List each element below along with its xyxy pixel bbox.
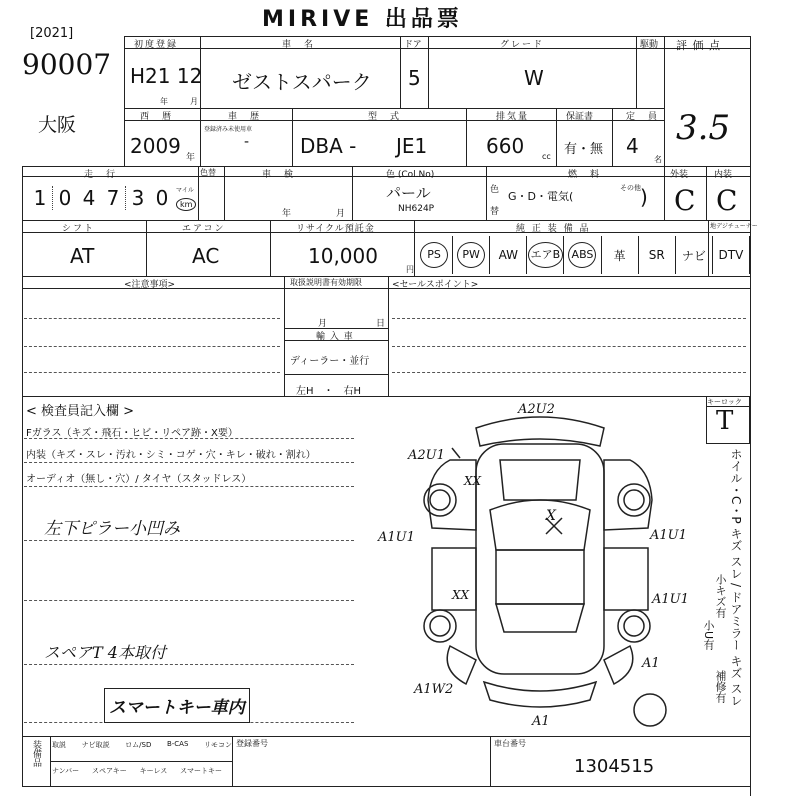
grade-value: W [524,66,544,90]
mileage-digit: 3 [131,186,145,210]
fuel-label: 燃 料 [568,170,602,180]
equipment-item: DTV [713,236,750,274]
caution-label: <注意事項> [124,280,176,290]
import-hand: 左H ・ 右H [296,386,362,397]
inspector-line1: Fガラス（キズ・飛石・ヒビ・リペア跡・X要） [26,428,238,439]
warranty-label: 保証書 [566,112,594,122]
footer-items-bottom [52,766,222,776]
footer-side-label: 装備品 [31,740,41,767]
mark-xx-front: XX [464,474,482,488]
capacity-unit: 名 [654,155,662,164]
legend-small-dent: 小U有 [702,620,715,651]
year-tag: [2021] [30,26,74,41]
keylock-value: T [716,406,734,436]
western-year-value: 2009 [130,134,181,158]
history-value: - [244,134,250,150]
fuel-close: ) [640,185,648,209]
mark-a2u1: A2U1 [408,448,445,463]
car-name-value: ゼストスパーク [232,70,372,94]
mark-a1-rear: A1 [642,656,660,671]
legend-vertical: ホイル・C・P キズ スレ / ドアミラー キズ スレ [729,448,743,707]
history-label: 車 歴 [228,112,262,122]
footer-item: ナンバー [52,767,80,775]
western-year-unit: 年 [186,153,196,163]
color-value: パール [386,184,431,202]
footer-items-top [52,740,232,750]
displacement-label: 排気量 [496,112,530,122]
km-unit: km [176,198,196,211]
car-name-label: 車 名 [282,40,316,50]
fuel-other: その他 [620,184,641,192]
reg-number-label: 登録番号 [236,739,268,748]
shift-value: AT [70,244,95,268]
color-label: 色 (Col.No) [386,170,435,180]
footer-item: 取説 [52,741,66,749]
equipment-item: PW [453,236,490,274]
boxed-note: スマートキー車内 [104,688,250,723]
mark-a2u2: A2U2 [518,402,555,417]
ac-label: エアコン [182,224,226,234]
doors-label: ドア [404,40,422,50]
import-label: 輸 入 車 [316,332,354,342]
color-change-label: 色替 [200,168,216,177]
drive-label: 駆動 [640,40,659,50]
footer-item: キーレス [139,767,168,775]
model-prefix: DBA - [300,134,357,158]
inspector-line2: 内装（キズ・スレ・汚れ・シミ・コゲ・穴・キレ・破れ・割れ） [26,450,316,461]
inspector-label: < 検査員記入欄 > [26,404,135,419]
year-mark: 年 [160,97,168,106]
displacement-value: 660 [486,134,525,158]
chassis-value: 1304515 [574,756,655,777]
mileage-digit: 0 [58,186,72,210]
color-side-top: 色 [490,185,500,195]
mileage-label: 走 行 [84,170,118,180]
location: 大阪 [38,114,77,136]
recycle-value: 10,000 [308,244,378,268]
equipment-item: AW [490,236,527,274]
mark-a1u1-rear: A1U1 [652,592,689,607]
interior-value: C [716,184,738,217]
footer-item: B-CAS [166,740,189,748]
mark-a1u1-right: A1U1 [650,528,687,543]
footer-item: スペアキー [92,767,127,775]
first-reg-value: H21 12 [130,64,203,88]
warranty-value: 有・無 [564,142,604,157]
color-code: NH624P [398,204,435,214]
footer-item: リモコン [203,741,232,749]
keylock-label: キーロック [707,398,742,406]
footer-item: スマートキー [180,767,222,775]
model-label: 型 式 [368,112,402,122]
hand-note-1: 左下ピラー小凹み [44,519,180,539]
footer-item: ナビ取説 [81,741,110,749]
fuel-value: G・D・電気( [508,190,574,203]
manual-month: 月 [318,319,328,329]
inspector-line3: オーディオ（無し・穴）/ タイヤ（スタッドレス） [26,474,252,485]
mark-xx-side: XX [452,588,470,602]
equipment-item: 革 [602,236,639,274]
equipment-item: エアB [527,236,564,274]
recycle-unit: 円 [406,265,414,274]
mileage-digits [28,186,174,210]
shift-label: シフト [62,224,96,234]
first-reg-label: 初度登録 [134,40,179,50]
doors-value: 5 [408,66,421,90]
import-dealer: ディーラー・並行 [290,356,370,367]
score-label: 評 価 点 [676,39,721,52]
mileage-digit: 1 [28,186,53,210]
western-year-label: 西 暦 [140,112,174,122]
mark-a1u1-left: A1U1 [378,530,415,545]
chassis-label: 車台番号 [494,739,526,748]
legend-small-scratch: 小キズ有 [714,574,727,618]
lot-number: 90007 [22,48,112,81]
mark-a1-bottom: A1 [532,714,550,729]
footer-item: ロム/SD [125,741,152,749]
model-value: JE1 [396,134,428,158]
sales-label: <セールスポイント> [392,280,479,290]
history-note: 登録済み未使用車 [204,126,253,133]
inspection-year: 年 [282,209,292,219]
exterior-label: 外装 [670,170,689,180]
equipment-item: ナビ [676,236,713,274]
exterior-value: C [674,184,696,217]
capacity-value: 4 [626,134,639,158]
inspection-label: 車 検 [262,170,296,180]
manual-label: 取扱説明書有効期限 [290,278,362,287]
equipment-label: 純 正 装 備 品 [516,224,591,234]
interior-label: 内装 [714,170,733,180]
equipment-list [416,236,750,274]
grade-label: グレード [500,40,545,50]
score-value: 3.5 [676,108,731,148]
sheet-title: MIRIVE 出品票 [262,7,463,32]
manual-day: 日 [376,319,386,329]
month-mark: 月 [190,97,198,106]
equipment-item: SR [639,236,676,274]
tuner-label: 地デジチューナー [710,223,758,230]
mile-unit: マイル [176,187,194,194]
mileage-digit: 7 [101,186,126,210]
equipment-item: ABS [564,236,601,274]
capacity-label: 定 員 [626,112,660,122]
recycle-label: リサイクル預託金 [296,224,375,234]
legend-repair: 補修有 [714,670,727,703]
color-side-bottom: 替 [490,207,500,217]
equipment-item: PS [416,236,453,274]
displacement-unit: cc [542,152,551,161]
ac-value: AC [192,244,220,268]
mileage-digit: 4 [82,186,96,210]
mileage-digit: 0 [155,186,169,210]
inspection-month: 月 [336,209,346,219]
mark-x-roof: X [546,508,556,524]
mark-a1w2: A1W2 [414,682,454,697]
hand-note-2: スペアT 4本取付 [44,643,166,662]
